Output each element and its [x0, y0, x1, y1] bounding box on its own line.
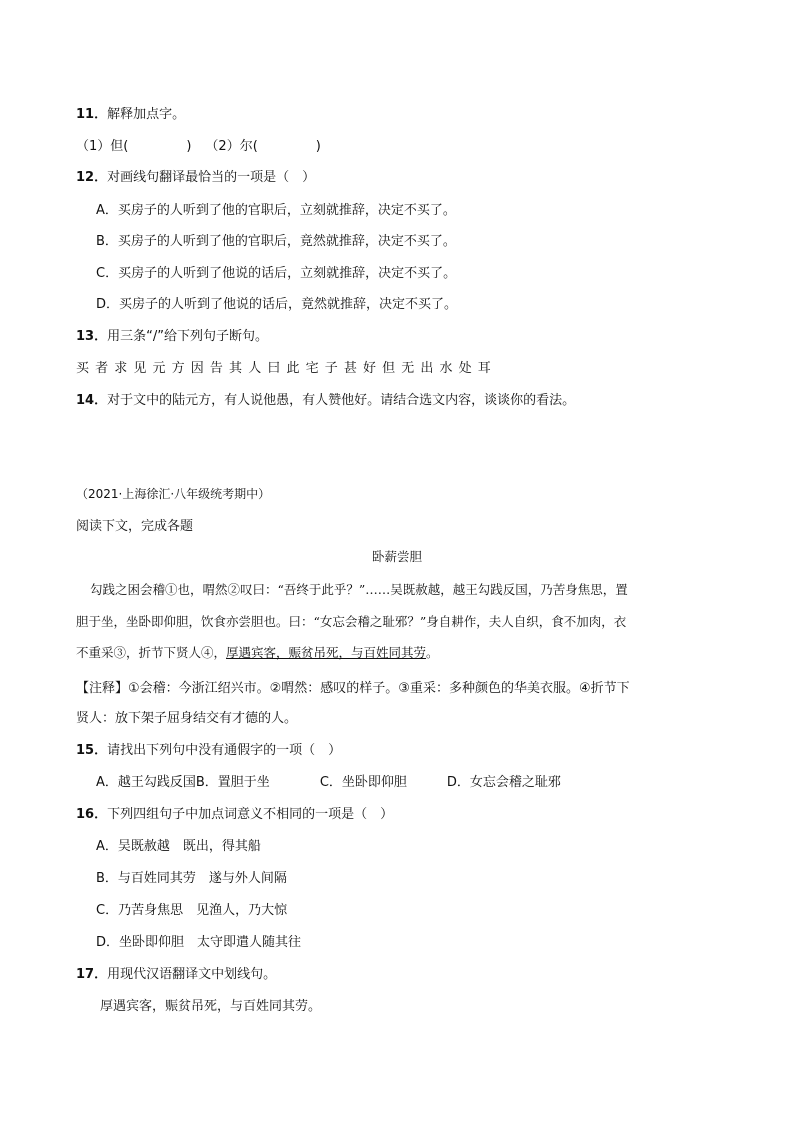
- notes-line-1: 【注释】①会稽：今浙江绍兴市。②喟然：感叹的样子。③重采：多种颜色的华美衣服。④折节下: [76, 681, 630, 696]
- question-number: 16．: [76, 807, 108, 822]
- question-14: [76, 389, 575, 408]
- passage-line-1: 勾践之困会稽①也，喟然②叹曰：“吾终于此乎？”……吴既赦越，越王勾践反国，乃苦身焦思，置: [90, 582, 628, 597]
- question-number: 11．: [76, 107, 108, 122]
- underlined-sentence: 厚遇宾客，赈贫吊死，与百姓同其劳: [226, 645, 427, 660]
- passage-line-3-post: 。: [426, 645, 439, 660]
- item-1-label: （1）但(: [76, 139, 129, 154]
- sentence-to-punctuate: 买 者 求 见 元 方 因 告 其 人 曰 此 宅 子 甚 好 但 无 出 水 处 耳: [76, 361, 492, 376]
- option-d: D．坐卧即仰胆 太守即遣人随其往: [96, 935, 302, 950]
- option-a: A．吴既赦越 既出，得其船: [96, 839, 261, 854]
- question-17: [76, 963, 276, 982]
- question-number: 12．: [76, 170, 108, 185]
- item-2-label: （2）尔(: [205, 139, 258, 154]
- question-15: [76, 739, 341, 758]
- option-d: D．买房子的人听到了他说的话后，竟然就推辞，决定不买了。: [96, 297, 458, 312]
- question-11: [76, 103, 185, 122]
- passage-line-3-pre: 不重采③，折节下贤人④，: [76, 645, 227, 660]
- option-b: B．与百姓同其劳 遂与外人间隔: [96, 871, 287, 886]
- question-text: 对画线句翻译最恰当的一项是（ ）: [107, 170, 316, 185]
- notes-line-2: 贤人：放下架子屈身结交有才德的人。: [76, 711, 298, 726]
- sentence-to-translate: 厚遇宾客，赈贫吊死，与百姓同其劳。: [100, 999, 322, 1014]
- item-2-close: ): [315, 139, 321, 154]
- options-15: [96, 771, 561, 790]
- question-text: 用现代汉语翻译文中划线句。: [107, 967, 277, 982]
- item-1-close: ): [186, 139, 192, 154]
- option-ab: A．越王勾践反国B．置胆于坐: [96, 775, 270, 790]
- passage-title: 卧薪尝胆: [371, 549, 422, 564]
- question-text: 用三条“/”给下列句子断句。: [107, 329, 268, 344]
- question-text: 请找出下列句中没有通假字的一项（ ）: [107, 743, 342, 758]
- question-number: 14．: [76, 393, 108, 408]
- option-a: A．买房子的人听到了他的官职后，立刻就推辞，决定不买了。: [96, 203, 456, 218]
- source-note: （2021·上海徐汇·八年级统考期中）: [76, 487, 271, 501]
- question-11-items: [76, 135, 321, 154]
- option-c: C．买房子的人听到了他说的话后，立刻就推辞，决定不买了。: [96, 266, 457, 281]
- question-16: [76, 803, 393, 822]
- option-c: C．乃苦身焦思 见渔人，乃大惊: [96, 903, 288, 918]
- question-12: [76, 166, 315, 185]
- instruction: 阅读下文，完成各题: [76, 519, 194, 534]
- question-number: 13．: [76, 329, 108, 344]
- option-c: C．坐卧即仰胆: [319, 775, 407, 790]
- question-number: 17．: [76, 967, 108, 982]
- passage-line-2: 胆于坐，坐卧即仰胆，饮食亦尝胆也。曰：“女忘会稽之耻邪？”身自耕作，夫人自织，食不加肉，衣: [76, 614, 627, 629]
- option-b: B．买房子的人听到了他的官职后，竟然就推辞，决定不买了。: [96, 234, 456, 249]
- question-number: 15．: [76, 743, 108, 758]
- question-text: 对于文中的陆元方，有人说他愚，有人赞他好。请结合选文内容，谈谈你的看法。: [107, 393, 576, 408]
- question-text: 下列四组句子中加点词意义不相同的一项是（ ）: [107, 807, 394, 822]
- question-text: 解释加点字。: [107, 107, 186, 122]
- passage-line-3: [76, 643, 439, 661]
- question-13: [76, 325, 268, 344]
- option-d: D．女忘会稽之耻邪: [446, 775, 561, 790]
